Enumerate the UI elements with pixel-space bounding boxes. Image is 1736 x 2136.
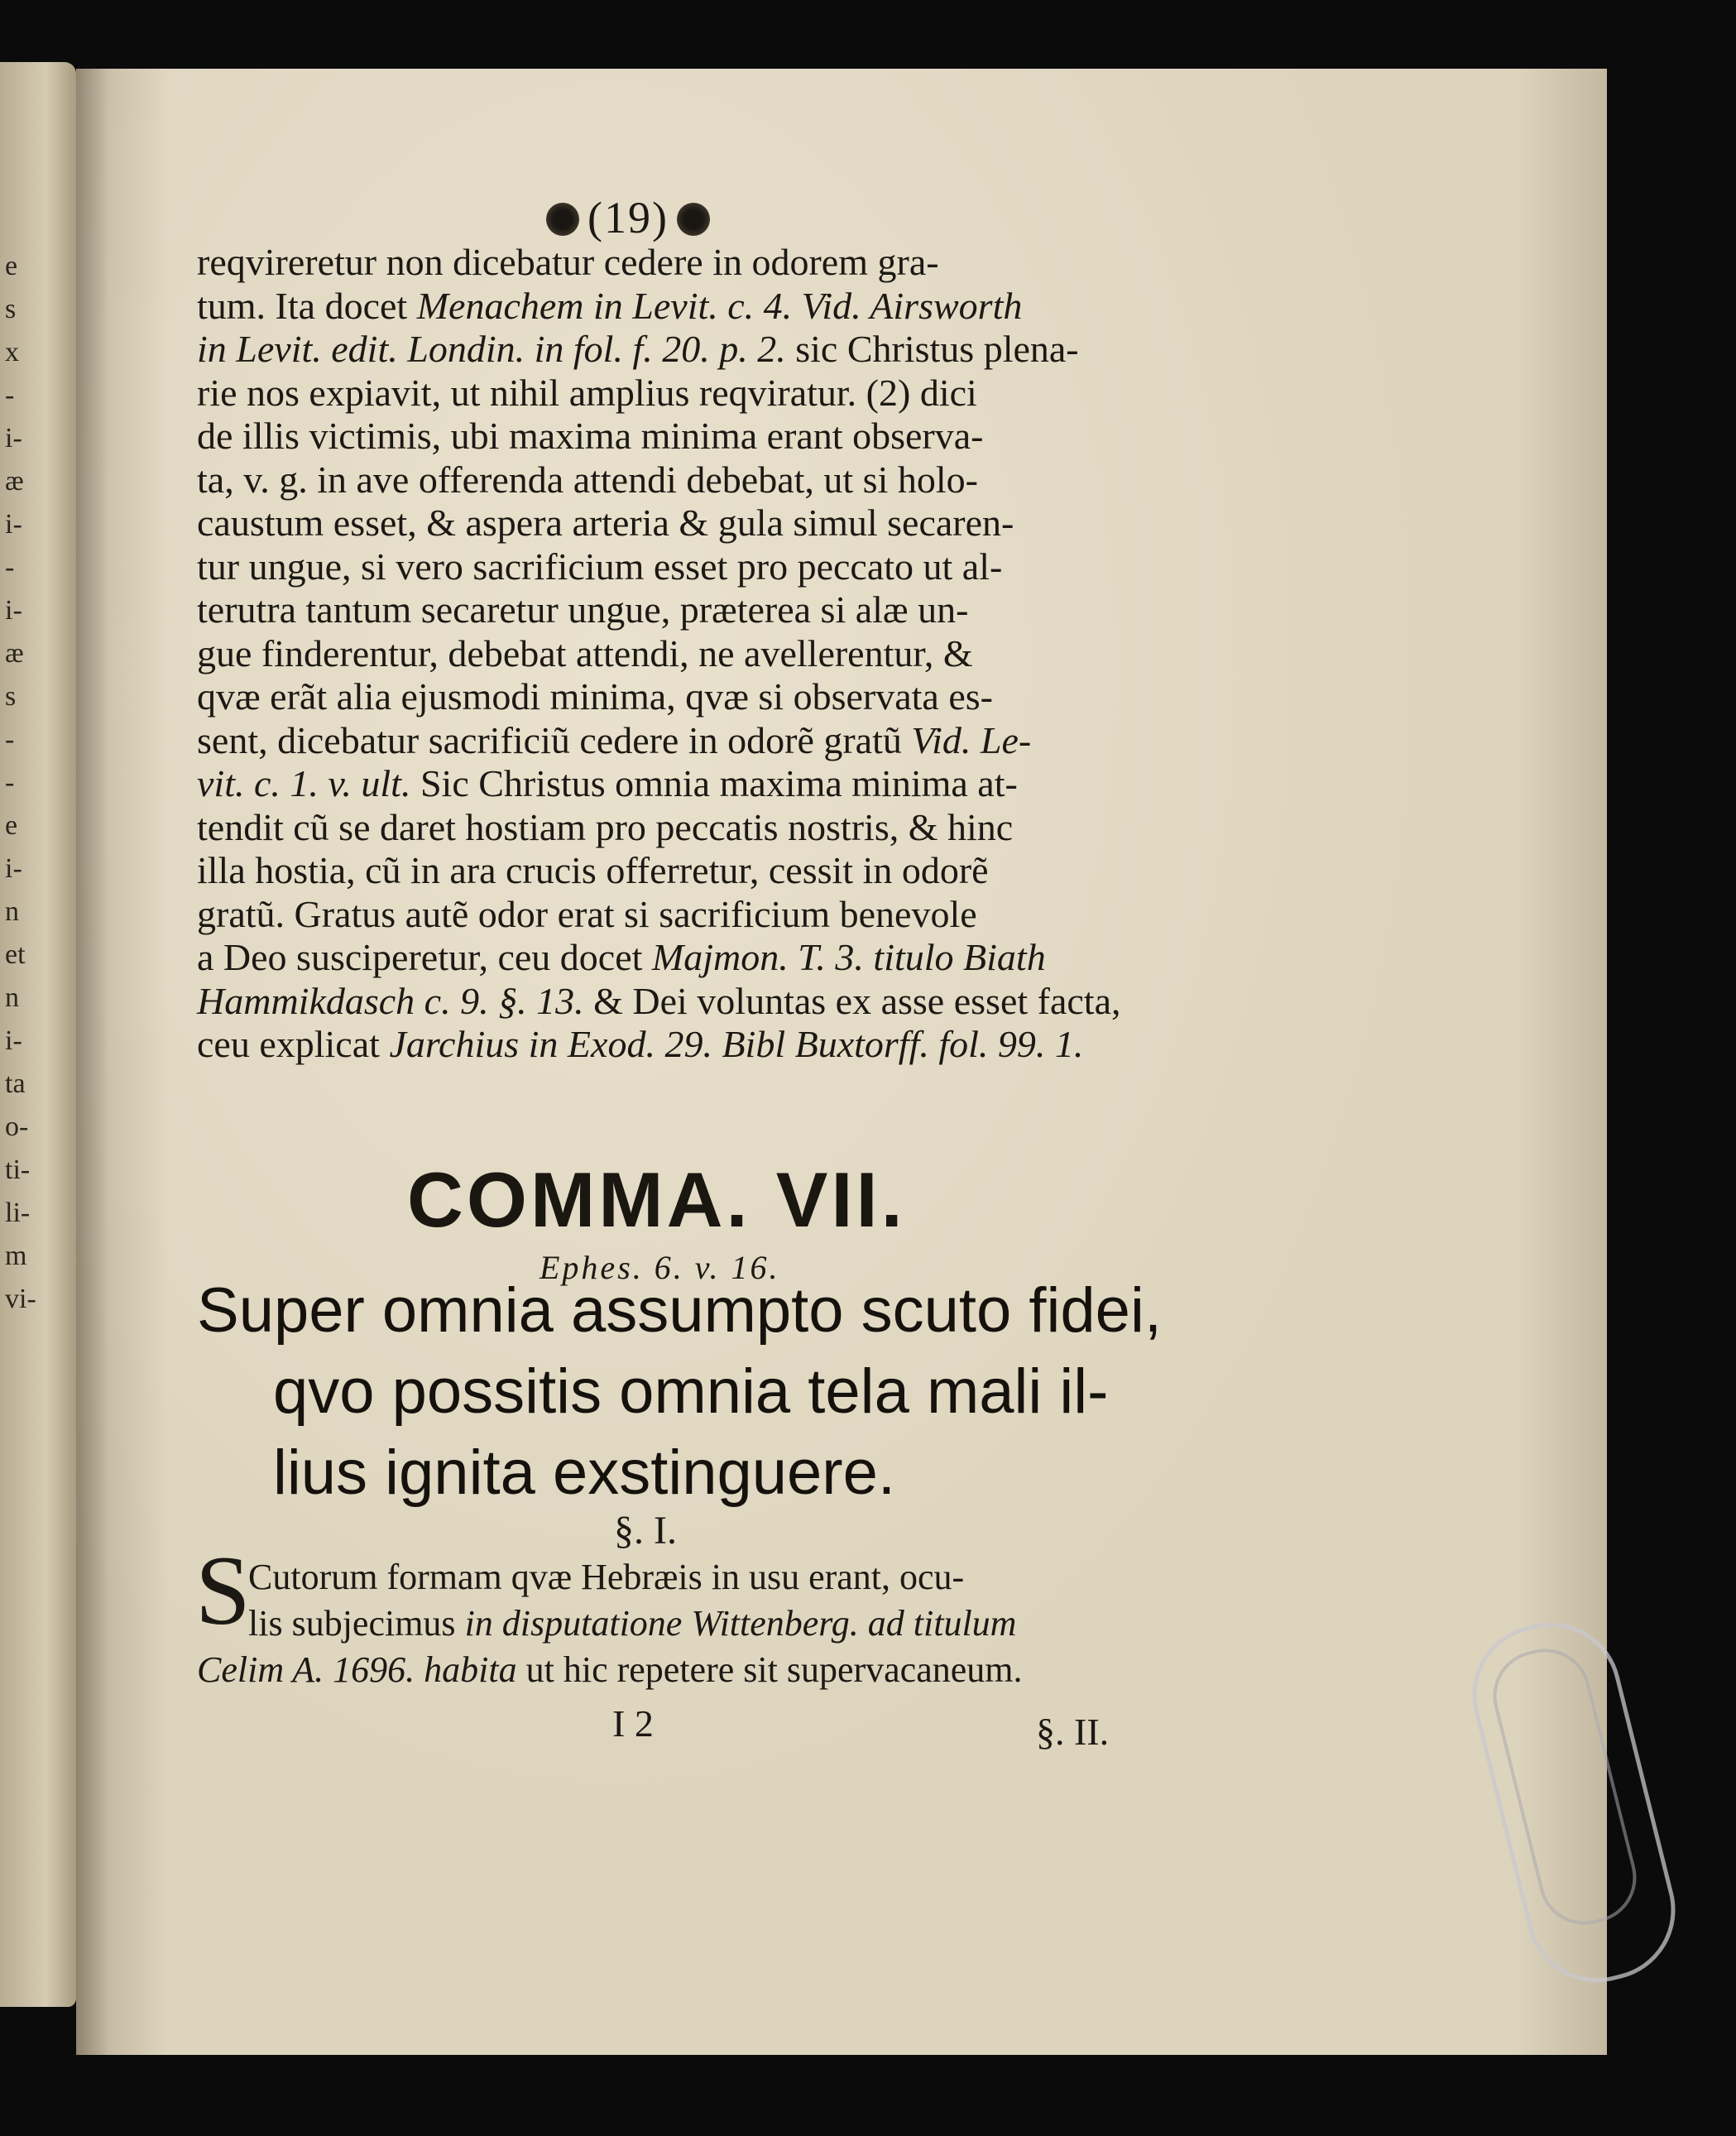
facing-page-fragment: s xyxy=(5,681,17,712)
body-line xyxy=(197,1022,1083,1066)
paragraph-line-3-italic: Celim A. 1696. habita xyxy=(197,1649,517,1690)
body-line-italic: Menachem in Levit. c. 4. Vid. Airsworth xyxy=(416,284,1023,327)
catchword: §. II. xyxy=(1036,1711,1110,1753)
body-line-italic: Majmon. T. 3. titulo Biath xyxy=(651,936,1046,978)
body-line-italic: in Levit. edit. Londin. in fol. f. 20. p. 2. xyxy=(197,328,786,370)
body-line xyxy=(197,327,1079,371)
facing-page-fragment: æ xyxy=(5,466,24,497)
verse-line-1: Super omnia assumpto scuto fidei, xyxy=(197,1275,1162,1346)
body-line-italic: Vid. Le- xyxy=(911,718,1032,761)
body-line xyxy=(197,892,977,936)
body-line xyxy=(197,501,1014,545)
body-line-text: illa hostia, cũ in ara crucis offerretur, cessit in odorẽ xyxy=(197,849,989,891)
facing-page-fragment: i- xyxy=(5,853,22,884)
page-number: (19) xyxy=(587,193,669,242)
facing-page-fragment: n xyxy=(5,982,19,1013)
section-title: COMMA. VII. xyxy=(407,1156,906,1243)
body-line xyxy=(197,284,1022,328)
drop-cap: S xyxy=(195,1535,251,1645)
body-line-text: de illis victimis, ubi maxima minima erant observa- xyxy=(197,415,984,457)
body-line-text: tur ungue, si vero sacrificium esset pro peccato ut al- xyxy=(197,545,1003,588)
facing-page-fragment: o- xyxy=(5,1111,29,1142)
body-line xyxy=(197,414,983,458)
body-line-italic: vit. c. 1. v. ult. xyxy=(197,762,411,804)
body-line xyxy=(197,718,1031,762)
gutter-shadow xyxy=(76,69,109,2055)
paragraph-line-2-italic: in disputatione Wittenberg. ad titulum xyxy=(464,1603,1017,1644)
verse-line-3: lius ignita exstinguere. xyxy=(273,1438,895,1508)
body-line-text: terutra tantum secaretur ungue, præterea si alæ un- xyxy=(197,588,969,631)
facing-page-fragment: - xyxy=(5,380,15,410)
paragraph-line-1: Cutorum formam qvæ Hebræis in usu erant, ocu- xyxy=(248,1557,965,1597)
body-line-text: rie nos expiavit, ut nihil amplius reqviratur. (2) dici xyxy=(197,371,977,414)
body-line-text: qvæ erãt alia ejusmodi minima, qvæ si observata es- xyxy=(197,675,993,718)
facing-page-fragment: li- xyxy=(5,1198,31,1228)
facing-page-fragment: - xyxy=(5,724,15,755)
page-header xyxy=(538,192,718,243)
facing-page-fragment: m xyxy=(5,1241,27,1271)
body-line xyxy=(197,979,1121,1023)
facing-page-fragment: n xyxy=(5,896,19,927)
body-line xyxy=(197,545,1002,588)
paragraph-line-3-text: ut hic repetere sit supervacaneum. xyxy=(516,1649,1023,1690)
body-line-italic: Jarchius in Exod. 29. Bibl Buxtorff. fol. 99. 1. xyxy=(389,1023,1084,1065)
body-line-italic: Hammikdasch c. 9. §. 13. xyxy=(197,979,584,1022)
body-line xyxy=(197,631,973,675)
facing-page-fragment: e xyxy=(5,251,18,281)
body-line xyxy=(197,458,978,502)
body-line-text: sic Christus plena- xyxy=(785,328,1079,370)
facing-page-fragment: et xyxy=(5,939,26,970)
body-line-text: ceu explicat xyxy=(197,1023,390,1065)
body-line xyxy=(197,761,1018,805)
body-line xyxy=(197,848,989,892)
facing-page-edge xyxy=(0,62,76,2007)
body-line-text: gratũ. Gratus autẽ odor erat si sacrificium benevole xyxy=(197,892,977,935)
body-line-text: tum. Ita docet xyxy=(197,284,417,327)
body-line xyxy=(197,371,977,415)
body-line xyxy=(197,805,1013,849)
facing-page-fragment: s xyxy=(5,294,17,324)
body-line-text: ta, v. g. in ave offerenda attendi debebat, ut si holo- xyxy=(197,458,978,501)
facing-page-fragment: i- xyxy=(5,1025,22,1056)
facing-page-fragment: ta xyxy=(5,1068,26,1099)
facing-page-fragment: e xyxy=(5,810,18,841)
paragraph-line-2-text: lis subjecimus xyxy=(248,1603,465,1644)
body-line xyxy=(197,674,993,718)
body-line-text: caustum esset, & aspera arteria & gula simul secaren- xyxy=(197,502,1014,544)
facing-page-fragment: - xyxy=(5,552,15,583)
body-line-text: Sic Christus omnia maxima minima at- xyxy=(410,762,1018,804)
body-line xyxy=(197,588,968,631)
scripture-reference: Ephes. 6. v. 16. xyxy=(540,1249,780,1286)
ornament-left-icon xyxy=(546,203,579,236)
paragraph-line-2 xyxy=(248,1602,1016,1644)
verse-line-2: qvo possitis omnia tela mali il- xyxy=(273,1356,1109,1427)
paragraph-mark: §. I. xyxy=(614,1509,677,1553)
body-line-text: sent, dicebatur sacrificiũ cedere in odorẽ gratũ xyxy=(197,718,912,761)
facing-page-fragment: x xyxy=(5,337,19,367)
body-line xyxy=(197,935,1046,979)
facing-page-fragment: - xyxy=(5,767,15,798)
body-line xyxy=(197,240,939,284)
body-line-text: reqvireretur non dicebatur cedere in odorem gra- xyxy=(197,241,939,283)
facing-page-fragment: i- xyxy=(5,595,22,626)
body-line-text: a Deo susciperetur, ceu docet xyxy=(197,936,652,978)
facing-page-fragment: ti- xyxy=(5,1154,31,1185)
body-line-text: gue finderentur, debebat attendi, ne avellerentur, & xyxy=(197,631,973,674)
paragraph-line-3 xyxy=(197,1649,1022,1691)
facing-page-fragment: i- xyxy=(5,509,22,540)
facing-page-fragment: æ xyxy=(5,638,24,669)
body-line-text: & Dei voluntas ex asse esset facta, xyxy=(583,979,1121,1022)
body-line-text: tendit cũ se daret hostiam pro peccatis nostris, & hinc xyxy=(197,805,1014,848)
ornament-right-icon xyxy=(677,203,710,236)
facing-page-fragment: i- xyxy=(5,423,22,454)
signature-mark: I 2 xyxy=(612,1702,654,1745)
facing-page-fragment: vi- xyxy=(5,1284,36,1314)
